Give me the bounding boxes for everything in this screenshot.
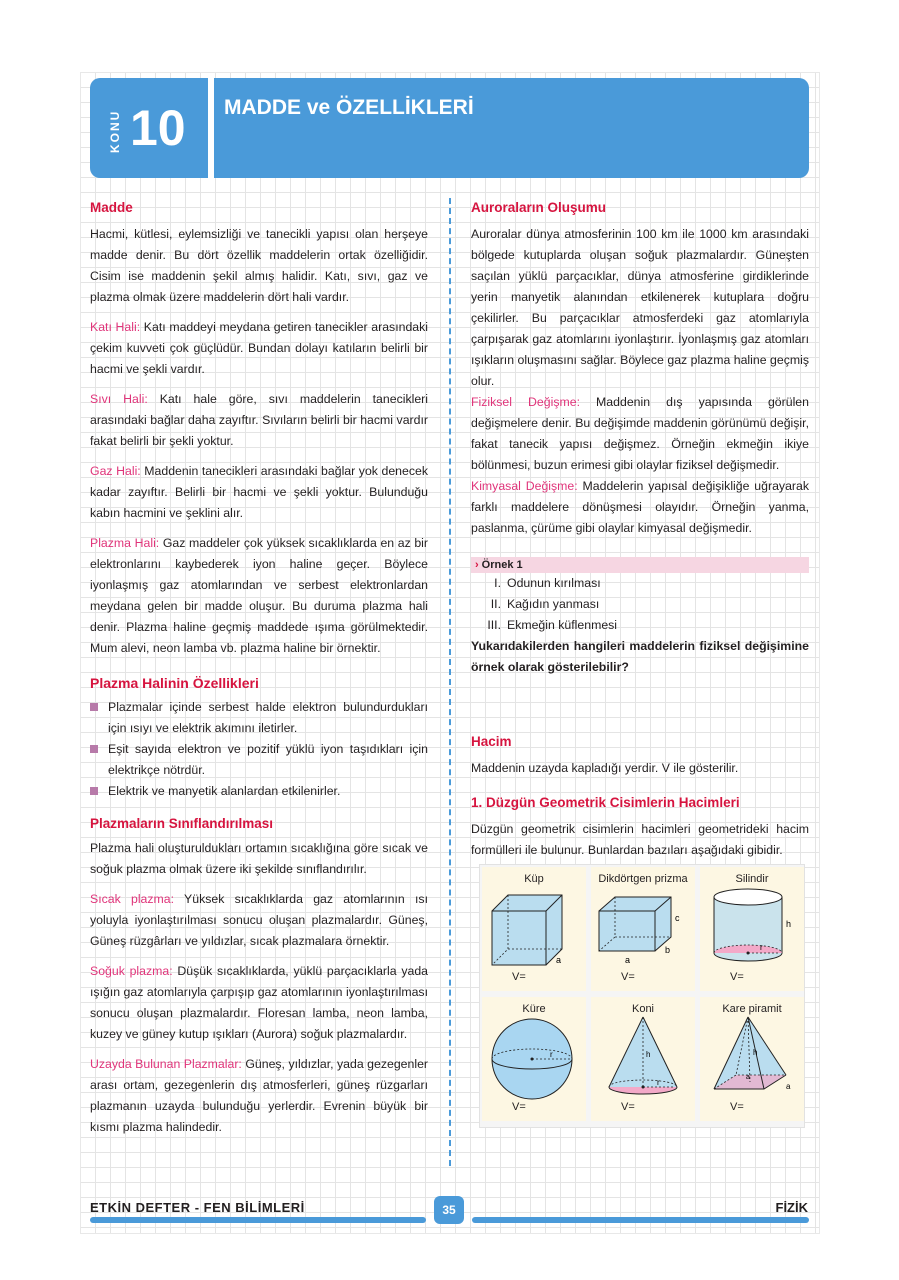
sivi-paragraph — [90, 389, 428, 452]
shape-volume-label: V= — [621, 1101, 635, 1113]
sicak-paragraph — [90, 889, 428, 952]
square-pyramid-cell — [700, 997, 804, 1121]
shape-title: Küp — [524, 873, 544, 885]
cube-label-a: a — [556, 955, 562, 965]
gaz-text: Maddenin tanecikleri arasındaki bağlar yok denecek kadar zayıftır. Belirli bir hacmi ve şekli yoktur. Bulunduğu kabın hacmini ve şeklini alır. — [90, 464, 428, 520]
ozellik-item: Elektrik ve manyetik alanlardan etkilenirler. — [90, 781, 428, 802]
prism-label-a: a — [625, 955, 631, 965]
kati-term: Katı Hali: — [90, 320, 141, 334]
rectangular-prism-icon — [591, 867, 695, 991]
ozellik-heading: Plazma Halinin Özellikleri — [90, 675, 259, 691]
cone-label-h: h — [646, 1050, 651, 1059]
footer-left-bar — [90, 1217, 426, 1223]
example-item — [471, 615, 809, 636]
cylinder-label-r: r — [760, 943, 763, 952]
plazma-text: Gaz maddeler çok yüksek sıcaklıklarda en az bir elektronlarını kaybederek iyon haline geçer. Böylece iyonlaşmış gaz atomlarından ve serbest elektronlardan meydana gelen bir madde oluşur. Bu duruma plazma hali denir. Plazma haline geçmiş maddede ışıma görülmektedir. Mum alevi, neon lamba vb. plazma haline bir örnektir. — [90, 536, 428, 655]
sphere-icon — [482, 997, 586, 1121]
example-item — [471, 573, 809, 594]
sinif-paragraph: Plazma hali oluşturuldukları ortamın sıcaklığına göre sıcak ve soğuk plazma olmak üzere iki şekilde sınıflandırılır. — [90, 841, 428, 876]
cone-label-r: r — [657, 1078, 660, 1087]
shape-title: Koni — [631, 1003, 655, 1015]
cone-icon — [591, 997, 695, 1121]
plazma-term: Plazma Hali: — [90, 536, 160, 550]
soguk-term: Soğuk plazma: — [90, 964, 173, 978]
example-question: Yukarıdakilerden hangileri maddelerin fiziksel değişimine örnek olarak gösterilebilir? — [471, 639, 809, 674]
prism-label-b: b — [665, 945, 671, 955]
topic-number: 10 — [130, 100, 186, 156]
example-item-text: Ekmeğin küflenmesi — [507, 618, 618, 632]
prism-label-c: c — [675, 913, 680, 923]
soguk-text: Düşük sıcaklıklarda, yüklü parçacıklarla yada ışığın gaz atomlarıyla çarpışıp gaz atomlarının iyonlaştırılması sonucu oluşan plazmalardır. Floresan lamba, neon lamba, kuzey ve güney kutup ışıkları (Aurora) soğuk plazmalardır. — [90, 964, 428, 1041]
example-label: Örnek 1 — [481, 559, 523, 571]
right-column — [471, 198, 809, 861]
gaz-term: Gaz Hali: — [90, 464, 141, 478]
square-pyramid-icon — [700, 997, 804, 1121]
aurora-paragraph: Auroralar dünya atmosferinin 100 km ile 1000 km arasındaki bölgede kutuplarda oluşan soğuk plazmalardır. Güneşten saçılan yüklü parçacıklar, dünya atmosferine girdiklerinde yerin manyetik alanından etkilenerek kutuplara doğru çekilirler. Bu parçacıklar atmosferdeki gaz atomlarıyla çarpışarak gaz atomlarını iyonlaştırır. İyonlaşmış gaz atomları ışıkların oluşmasını sağlar. Böylece gaz plazma haline geçmiş olur. — [471, 227, 809, 388]
roman-numeral: I. — [494, 576, 501, 590]
shape-title: Dikdörtgen prizma — [598, 873, 688, 885]
roman-numeral: II. — [490, 597, 501, 611]
fiziksel-paragraph — [471, 392, 809, 476]
kimyasal-term: Kimyasal Değişme: — [471, 479, 578, 493]
ozellik-item: Eşit sayıda elektron ve pozitif yüklü iyon taşıdıkları için elektrikçe nötrdür. — [90, 739, 428, 781]
hacim-paragraph: Maddenin uzayda kapladığı yerdir. V ile gösterilir. — [471, 761, 739, 775]
kati-text: Katı maddeyi meydana getiren tanecikler arasındaki çekim kuvveti çok güçlüdür. Bundan dolayı katıların belirli bir hacmi ve şekli vardır. — [90, 320, 429, 376]
topic-number-box — [90, 78, 208, 178]
uzay-text: Güneş, yıldızlar, yada gezegenler arası ortam, gezegenlerin dış atmosferleri, güneş rüzgarları plazmanın uzayda bulunduğu yerlerdir. Evrenin büyük bir kısmı plazma halindedir. — [90, 1057, 428, 1134]
shape-title: Silindir — [735, 873, 769, 885]
aurora-heading: Auroraların Oluşumu — [471, 200, 607, 215]
footer-subject: FİZİK — [775, 1200, 808, 1215]
kimyasal-text: Maddelerin yapısal değişikliğe uğrayarak farklı maddelere dönüşmesi olayıdır. Örneğin yanma, paslanma, çürüme gibi olaylar kimyasal değişmedir. — [471, 479, 809, 535]
fiziksel-text: Maddenin dış yapısında görülen değişmelere denir. Bu değişimde maddenin görünümü değişir, fakat tanecik yapısı değişmez. Örneğin ekmeğin ikiye bölünmesi, buzun erimesi gibi olaylar fiziksel değişmedir. — [471, 395, 809, 472]
geometry-shapes-table — [479, 864, 805, 1128]
chevron-right-icon: › — [475, 559, 479, 571]
shape-volume-label: V= — [512, 1101, 526, 1113]
left-column — [90, 198, 428, 1138]
example-label-bar — [471, 557, 809, 573]
sicak-term: Sıcak plazma: — [90, 892, 175, 906]
hacim-heading: Hacim — [471, 734, 512, 749]
shape-title: Kare piramit — [722, 1003, 782, 1015]
shape-volume-label: V= — [621, 971, 635, 983]
sphere-label-r: r — [550, 1050, 553, 1059]
sphere-cell — [482, 997, 586, 1121]
uzay-paragraph — [90, 1054, 428, 1138]
gaz-paragraph — [90, 461, 428, 524]
roman-numeral: III. — [487, 618, 501, 632]
sicak-text: Yüksek sıcaklıklarda gaz atomlarının ısı yoluyla iyonlaştırılması sonucu oluşan plazmalardır. Güneş, Güneş rüzgârları ve yıldızlar, sıcak plazmalara örnektir. — [90, 892, 428, 948]
cube-cell — [482, 867, 586, 991]
topic-header — [90, 78, 809, 178]
sinif-heading: Plazmaların Sınıflandırılması — [90, 816, 274, 831]
rectangular-prism-cell — [591, 867, 695, 991]
footer-book-title: ETKİN DEFTER - FEN BİLİMLERİ — [90, 1200, 305, 1215]
topic-title-box — [214, 78, 809, 178]
fiziksel-term: Fiziksel Değişme: — [471, 395, 580, 409]
cylinder-label-h: h — [786, 919, 792, 929]
footer-right-bar — [472, 1217, 809, 1223]
konu-label: KONU — [108, 109, 122, 153]
shape-volume-label: V= — [730, 971, 744, 983]
example-item — [471, 594, 809, 615]
page-title: MADDE ve ÖZELLİKLERİ — [224, 96, 474, 119]
shape-volume-label: V= — [512, 971, 526, 983]
example-item-text: Odunun kırılması — [507, 576, 601, 590]
uzay-term: Uzayda Bulunan Plazmalar: — [90, 1057, 242, 1071]
shape-volume-label: V= — [730, 1101, 744, 1113]
kimyasal-paragraph — [471, 476, 809, 539]
pyramid-label-h: h — [753, 1048, 758, 1057]
ozellik-item: Plazmalar içinde serbest halde elektron bulundurdukları için ısıyı ve elektrik akımını iletirler. — [90, 697, 428, 739]
shape-title: Küre — [522, 1003, 546, 1015]
pyramid-label-a: a — [786, 1082, 791, 1091]
example-item-text: Kağıdın yanması — [507, 597, 600, 611]
madde-paragraph: Hacmi, kütlesi, eylemsizliği ve tanecikli yapısı olan herşeye madde denir. Bu dört özellik maddelerin ortak özelliğidir. Cisim ise maddenin şekil almış halidir. Katı, sıvı, gaz ve plazma olmak üzere maddelerin dört hali vardır. — [90, 227, 428, 304]
cone-cell — [591, 997, 695, 1121]
cylinder-icon — [700, 867, 804, 991]
sivi-text: Katı hale göre, sıvı maddelerin tanecikleri arasındaki bağlar daha zayıftır. Sıvıların belirli bir hacmi vardır fakat belirli bir şekli yoktur. — [90, 392, 428, 448]
sivi-term: Sıvı Hali: — [90, 392, 148, 406]
column-divider — [449, 198, 451, 1166]
duzgun-paragraph: Düzgün geometrik cisimlerin hacimleri geometrideki hacim formülleri ile bulunur. Bunlardan bazıları aşağıdaki gibidir. — [471, 822, 809, 857]
madde-heading: Madde — [90, 200, 133, 215]
kati-paragraph — [90, 317, 428, 380]
plazma-paragraph — [90, 533, 428, 659]
pyramid-label-a-inner: a — [746, 1074, 750, 1081]
duzgun-heading: 1. Düzgün Geometrik Cisimlerin Hacimleri — [471, 795, 740, 810]
cube-icon — [482, 867, 586, 991]
page-number: 35 — [434, 1196, 464, 1224]
soguk-paragraph — [90, 961, 428, 1045]
cylinder-cell — [700, 867, 804, 991]
